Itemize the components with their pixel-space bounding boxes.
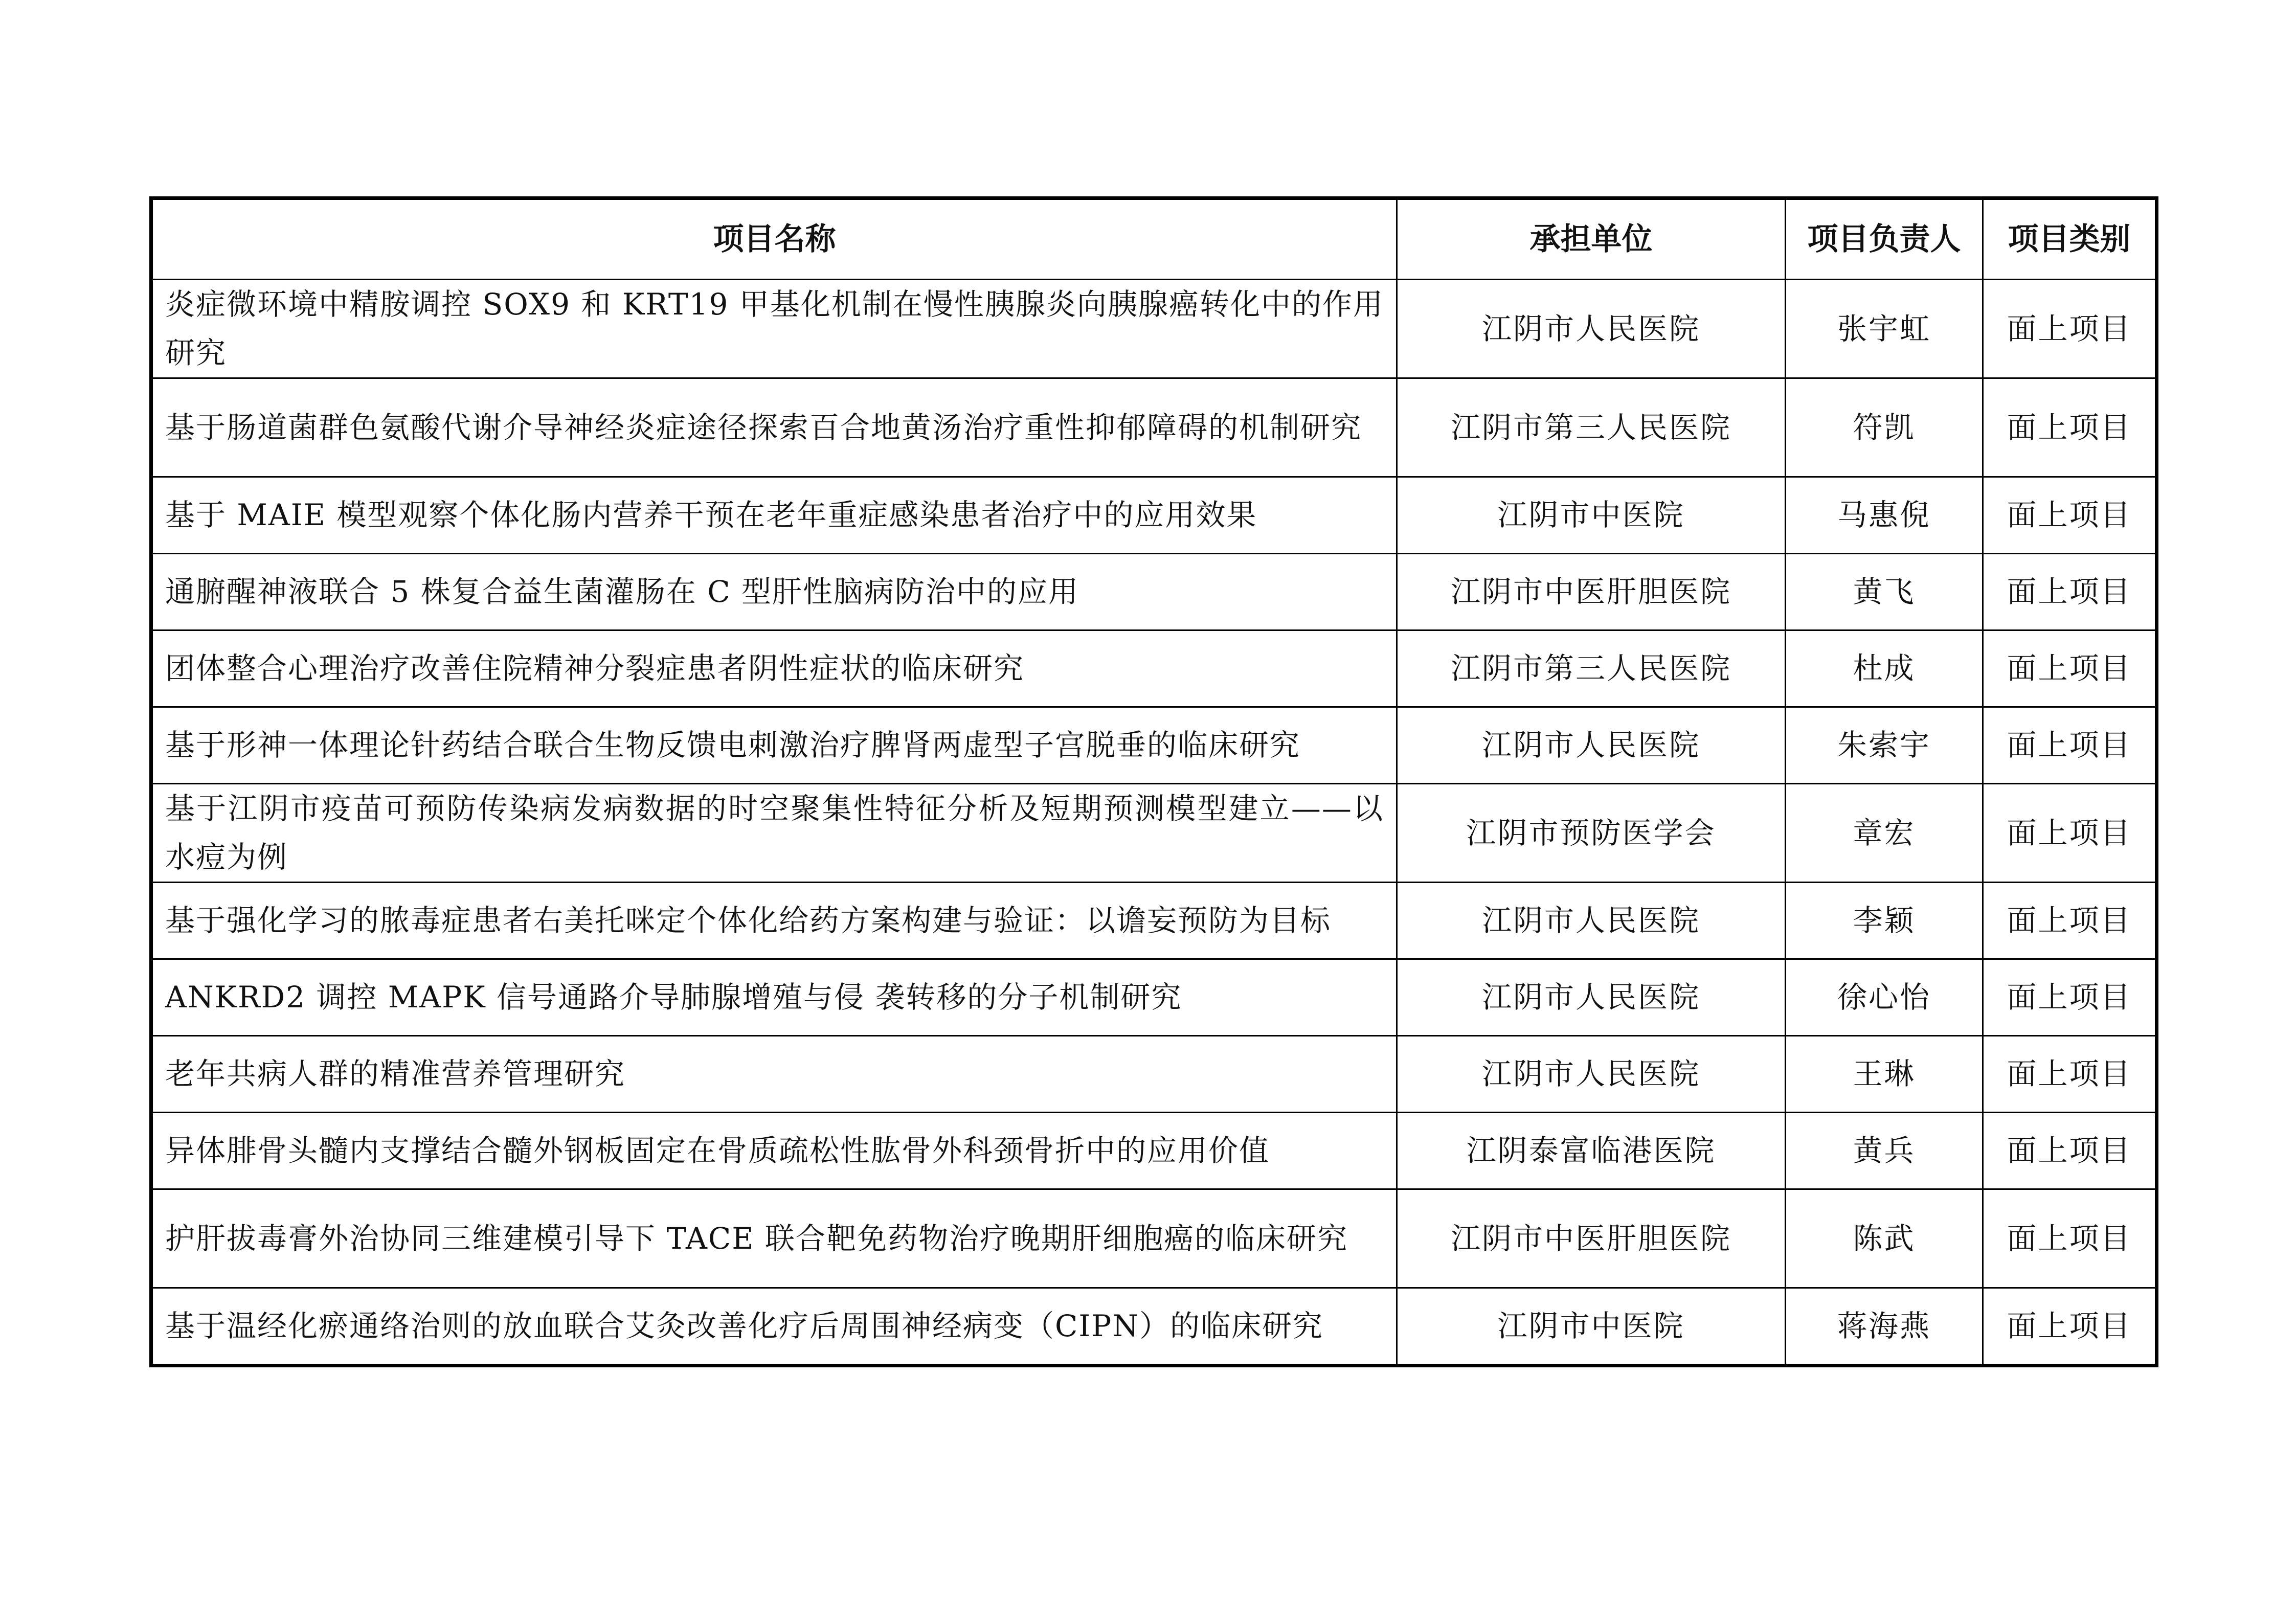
project-name-cell: 老年共病人群的精准营养管理研究 [151,1036,1397,1113]
category-cell: 面上项目 [1983,280,2157,378]
leader-cell: 章宏 [1786,784,1983,883]
project-name-cell: ANKRD2 调控 MAPK 信号通路介导肺腺增殖与侵 袭转移的分子机制研究 [151,959,1397,1036]
header-category: 项目类别 [1983,198,2157,280]
project-name-cell: 基于肠道菌群色氨酸代谢介导神经炎症途径探索百合地黄汤治疗重性抑郁障碍的机制研究 [151,378,1397,477]
leader-cell: 符凯 [1786,378,1983,477]
category-cell: 面上项目 [1983,378,2157,477]
category-cell: 面上项目 [1983,1036,2157,1113]
unit-cell: 江阴市人民医院 [1397,707,1786,784]
table-row [151,707,2157,784]
leader-cell: 李颖 [1786,883,1983,959]
project-name-cell: 炎症微环境中精胺调控 SOX9 和 KRT19 甲基化机制在慢性胰腺炎向胰腺癌转化中的作用研究 [151,280,1397,378]
category-cell: 面上项目 [1983,477,2157,554]
leader-cell: 杜成 [1786,630,1983,707]
category-cell: 面上项目 [1983,1113,2157,1189]
leader-cell: 张宇虹 [1786,280,1983,378]
project-name-cell: 异体腓骨头髓内支撑结合髓外钢板固定在骨质疏松性肱骨外科颈骨折中的应用价值 [151,1113,1397,1189]
leader-cell: 徐心怡 [1786,959,1983,1036]
table-header-row [151,198,2157,280]
project-name-cell: 通腑醒神液联合 5 株复合益生菌灌肠在 C 型肝性脑病防治中的应用 [151,554,1397,630]
table-row [151,1113,2157,1189]
project-name-cell: 基于江阴市疫苗可预防传染病发病数据的时空聚集性特征分析及短期预测模型建立——以水痘为例 [151,784,1397,883]
leader-cell: 黄飞 [1786,554,1983,630]
header-project-name: 项目名称 [151,198,1397,280]
unit-cell: 江阴市第三人民医院 [1397,378,1786,477]
unit-cell: 江阴市人民医院 [1397,883,1786,959]
category-cell: 面上项目 [1983,630,2157,707]
category-cell: 面上项目 [1983,1288,2157,1366]
leader-cell: 黄兵 [1786,1113,1983,1189]
project-name-cell: 基于形神一体理论针药结合联合生物反馈电刺激治疗脾肾两虚型子宫脱垂的临床研究 [151,707,1397,784]
header-leader: 项目负责人 [1786,198,1983,280]
project-table [149,196,2158,1367]
project-name-cell: 基于 MAIE 模型观察个体化肠内营养干预在老年重症感染患者治疗中的应用效果 [151,477,1397,554]
table-row [151,378,2157,477]
category-cell: 面上项目 [1983,959,2157,1036]
project-name-cell: 团体整合心理治疗改善住院精神分裂症患者阴性症状的临床研究 [151,630,1397,707]
unit-cell: 江阴市中医肝胆医院 [1397,554,1786,630]
unit-cell: 江阴市人民医院 [1397,959,1786,1036]
leader-cell: 蒋海燕 [1786,1288,1983,1366]
category-cell: 面上项目 [1983,707,2157,784]
leader-cell: 陈武 [1786,1189,1983,1288]
table-row [151,1036,2157,1113]
table-row [151,554,2157,630]
table-row [151,784,2157,883]
leader-cell: 朱索宇 [1786,707,1983,784]
leader-cell: 王琳 [1786,1036,1983,1113]
unit-cell: 江阴市预防医学会 [1397,784,1786,883]
category-cell: 面上项目 [1983,784,2157,883]
unit-cell: 江阴市中医院 [1397,1288,1786,1366]
header-unit: 承担单位 [1397,198,1786,280]
category-cell: 面上项目 [1983,1189,2157,1288]
table-row [151,883,2157,959]
project-name-cell: 基于强化学习的脓毒症患者右美托咪定个体化给药方案构建与验证：以谵妄预防为目标 [151,883,1397,959]
unit-cell: 江阴市中医肝胆医院 [1397,1189,1786,1288]
category-cell: 面上项目 [1983,554,2157,630]
project-name-cell: 基于温经化瘀通络治则的放血联合艾灸改善化疗后周围神经病变（CIPN）的临床研究 [151,1288,1397,1366]
table-row [151,280,2157,378]
table-row [151,959,2157,1036]
unit-cell: 江阴市人民医院 [1397,1036,1786,1113]
table-row [151,1189,2157,1288]
table-row [151,1288,2157,1366]
category-cell: 面上项目 [1983,883,2157,959]
project-name-cell: 护肝拔毒膏外治协同三维建模引导下 TACE 联合靶免药物治疗晚期肝细胞癌的临床研究 [151,1189,1397,1288]
unit-cell: 江阴市第三人民医院 [1397,630,1786,707]
leader-cell: 马惠倪 [1786,477,1983,554]
table-row [151,630,2157,707]
unit-cell: 江阴市人民医院 [1397,280,1786,378]
unit-cell: 江阴市中医院 [1397,477,1786,554]
table-row [151,477,2157,554]
unit-cell: 江阴泰富临港医院 [1397,1113,1786,1189]
